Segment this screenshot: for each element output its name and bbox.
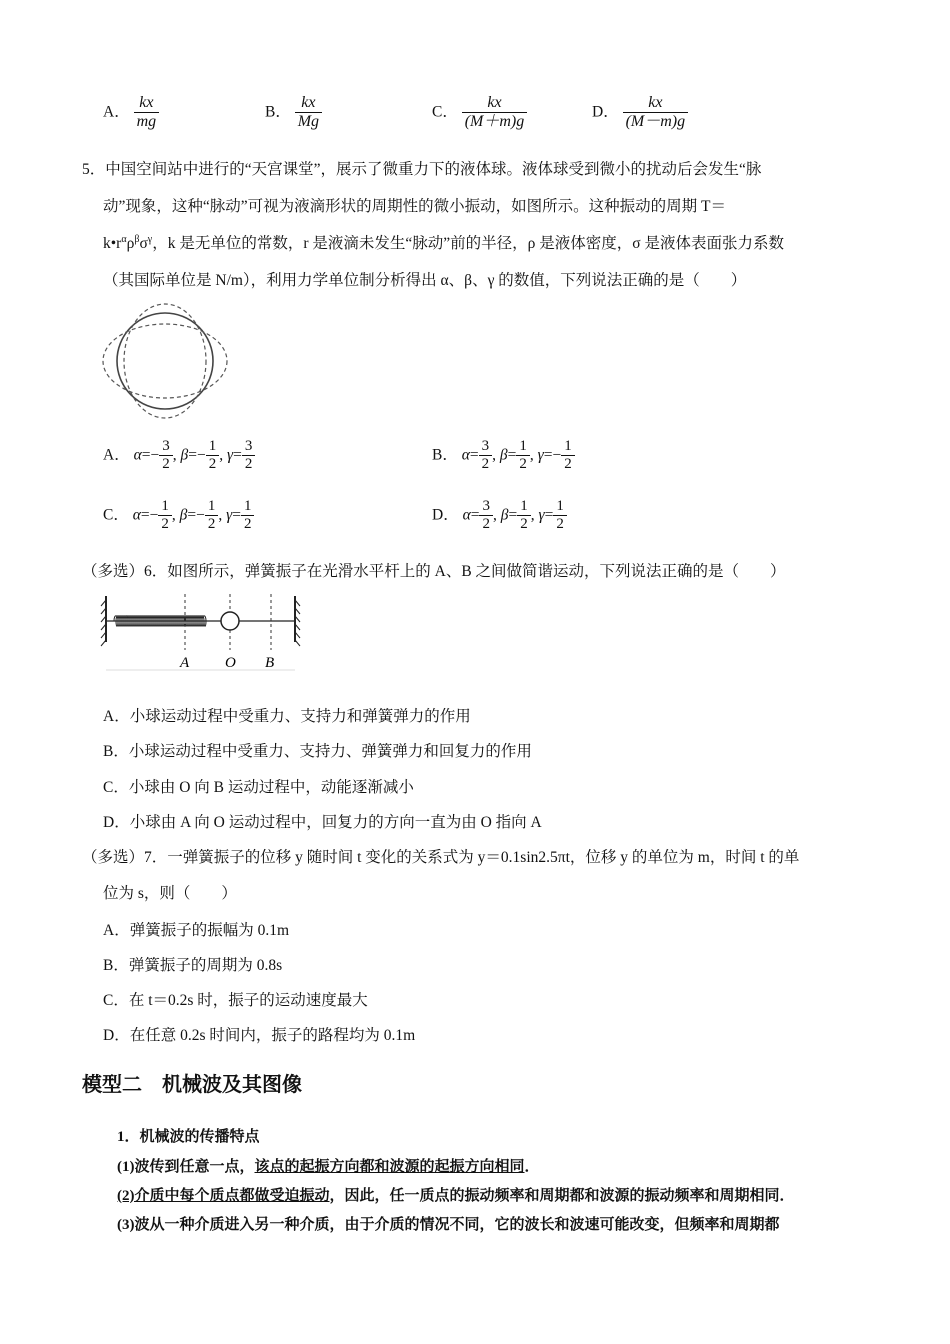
- q4-option-a[interactable]: A． $\frac{kx}{mg}$: [103, 94, 159, 132]
- q7-option-a[interactable]: A．弹簧振子的振幅为 0.1m: [103, 922, 290, 939]
- fraction: $\frac{kx}{mg}$: [134, 94, 160, 132]
- q7-option-b[interactable]: B．弹簧振子的周期为 0.8s: [103, 957, 283, 974]
- q6-option-d[interactable]: D．小球由 A 向 O 运动过程中，回复力的方向一直为由 O 指向 A: [103, 814, 542, 831]
- q5-stem-line3: $k•r^\alpha\rho^\beta\sigma^\gamma$，k 是无单位的常数，r 是液滴未发生“脉动”前的半径，ρ 是液体密度，σ 是液体表面张力系数: [103, 233, 784, 252]
- knowledge-point-title: 1．机械波的传播特点: [117, 1129, 260, 1145]
- q5-stem-line2: 动”现象，这种“脉动”可视为液滴形状的周期性的微小振动，如图所示。这种振动的周期 T＝: [103, 198, 726, 215]
- ball: [221, 612, 239, 630]
- q4-option-d[interactable]: D． $\frac{kx}{(M-m)g}$: [592, 94, 688, 132]
- label-a: A: [180, 655, 190, 671]
- q6-option-b[interactable]: B．小球运动过程中受重力、支持力、弹簧弹力和回复力的作用: [103, 743, 532, 760]
- section-heading: 模型二 机械波及其图像: [82, 1072, 302, 1096]
- fraction: $\frac{kx}{(M-m)g}$: [623, 94, 689, 132]
- fraction: $\frac{kx}{(M+m)g}$: [462, 94, 528, 132]
- q5-stem-line1: 5．中国空间站中进行的“天宫课堂”，展示了微重力下的液体球。液体球受到微小的扰动后会发生“脉: [82, 161, 762, 178]
- q5-option-d[interactable]: D． α= $\frac{3}{2}$ , β= $\frac{1}{2}$ , γ= $\frac{1}{2}$: [432, 498, 567, 534]
- droplet-pulsation-figure: [100, 302, 230, 420]
- q6-option-a[interactable]: A．小球运动过程中受重力、支持力和弹簧弹力的作用: [103, 708, 471, 725]
- q5-option-a[interactable]: A． α=− $\frac{3}{2}$ , β=− $\frac{1}{2}$ , γ= $\frac{3}{2}$: [103, 438, 255, 474]
- q6-option-c[interactable]: C．小球由 O 向 B 运动过程中，动能逐渐减小: [103, 779, 414, 796]
- q4-option-c[interactable]: C． $\frac{kx}{(M+m)g}$: [432, 94, 527, 132]
- fraction: $\frac{kx}{Mg}$: [295, 94, 322, 132]
- q6-stem: （多选）6．如图所示，弹簧振子在光滑水平杆上的 A、B 之间做简谐运动，下列说法正确的是（ ）: [82, 563, 786, 580]
- q5-option-b[interactable]: B． α= $\frac{3}{2}$ , β= $\frac{1}{2}$ , γ=− $\frac{1}{2}$: [432, 438, 575, 474]
- q7-option-c[interactable]: C．在 t＝0.2s 时，振子的运动速度最大: [103, 992, 368, 1009]
- spring-oscillator-figure: [100, 590, 310, 672]
- q4-option-b[interactable]: B． $\frac{kx}{Mg}$: [265, 94, 322, 132]
- q7-option-d[interactable]: D．在任意 0.2s 时间内，振子的路程均为 0.1m: [103, 1027, 416, 1044]
- vertical-deformed-shape: [124, 304, 206, 418]
- horizontal-deformed-shape: [103, 324, 227, 398]
- knowledge-point-3: (3)波从一种介质进入另一种介质，由于介质的情况不同，它的波长和波速可能改变，但频率和周期都: [117, 1217, 780, 1233]
- knowledge-point-1: (1)波传到任意一点，该点的起振方向都和波源的起振方向相同．: [117, 1159, 540, 1175]
- q5-stem-line4: （其国际单位是 N/m），利用力学单位制分析得出 α、β、γ 的数值，下列说法正确的是（ ）: [103, 272, 747, 289]
- knowledge-point-2: (2)介质中每个质点都做受迫振动，因此，任一质点的振动频率和周期都和波源的振动频率和周期相同．: [117, 1188, 795, 1204]
- q7-stem-line2: 位为 s，则（ ）: [103, 885, 237, 902]
- q7-stem-line1: （多选）7．一弹簧振子的位移 y 随时间 t 变化的关系式为 y＝0.1sin2.5πt，位移 y 的单位为 m，时间 t 的单: [82, 849, 800, 866]
- q5-option-c[interactable]: C． α=− $\frac{1}{2}$ , β=− $\frac{1}{2}$ , γ= $\frac{1}{2}$: [103, 498, 254, 534]
- label-o: O: [225, 655, 236, 671]
- label-b: B: [265, 655, 275, 671]
